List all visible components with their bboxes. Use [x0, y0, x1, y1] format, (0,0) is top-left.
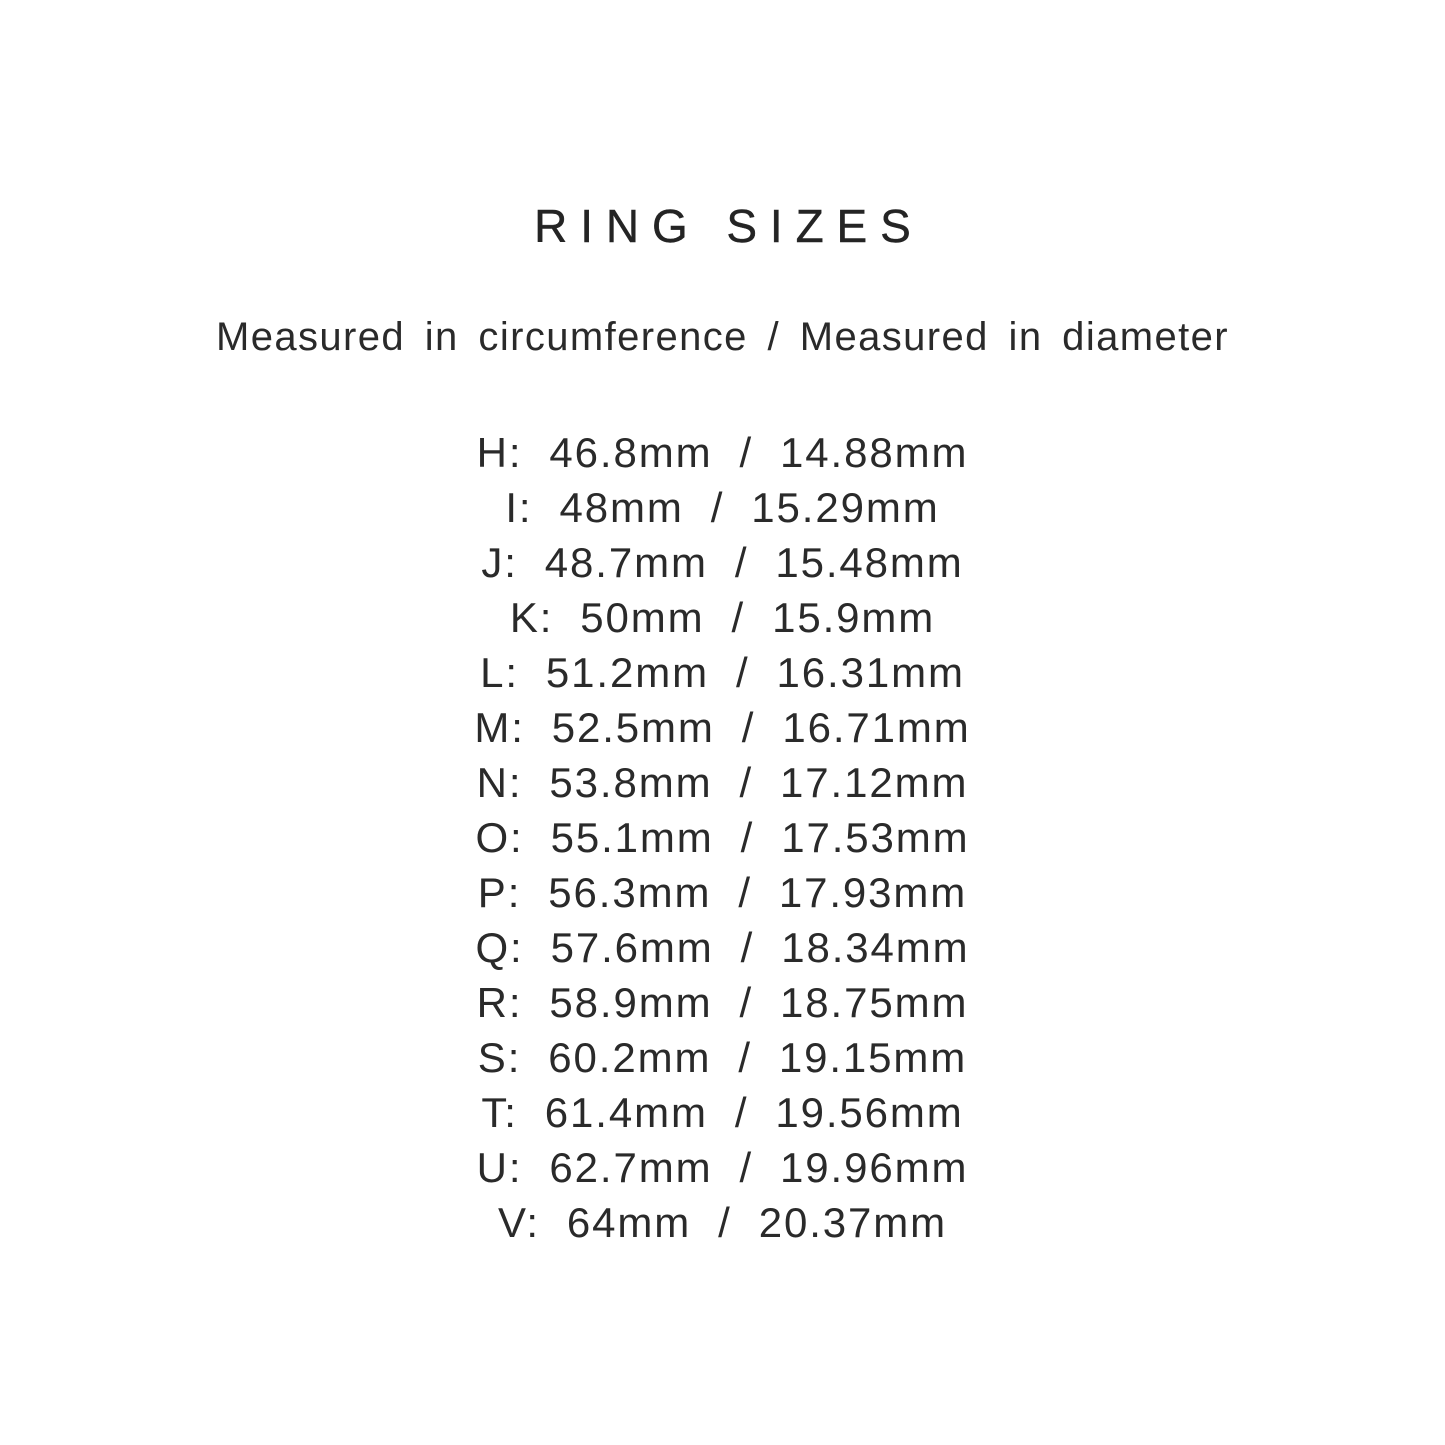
size-row: P: 56.3mm / 17.93mm — [477, 869, 968, 916]
size-row: R: 58.9mm / 18.75mm — [476, 979, 969, 1026]
size-list — [0, 425, 1445, 1250]
size-row: O: 55.1mm / 17.53mm — [475, 814, 970, 861]
size-row: H: 46.8mm / 14.88mm — [476, 429, 969, 476]
size-row: S: 60.2mm / 19.15mm — [477, 1034, 968, 1081]
size-row: M: 52.5mm / 16.71mm — [474, 704, 971, 751]
size-row: K: 50mm / 15.9mm — [509, 594, 936, 641]
page-title: RING SIZES — [534, 200, 924, 252]
size-row: V: 64mm / 20.37mm — [497, 1199, 947, 1246]
size-row: I: 48mm / 15.29mm — [505, 484, 940, 531]
size-row: L: 51.2mm / 16.31mm — [480, 649, 965, 696]
size-row: Q: 57.6mm / 18.34mm — [475, 924, 970, 971]
size-row: N: 53.8mm / 17.12mm — [476, 759, 969, 806]
size-row: J: 48.7mm / 15.48mm — [481, 539, 964, 586]
measurement-legend: Measured in circumference / Measured in diameter — [215, 315, 1230, 359]
size-row: T: 61.4mm / 19.56mm — [481, 1089, 964, 1136]
size-row: U: 62.7mm / 19.96mm — [476, 1144, 969, 1191]
